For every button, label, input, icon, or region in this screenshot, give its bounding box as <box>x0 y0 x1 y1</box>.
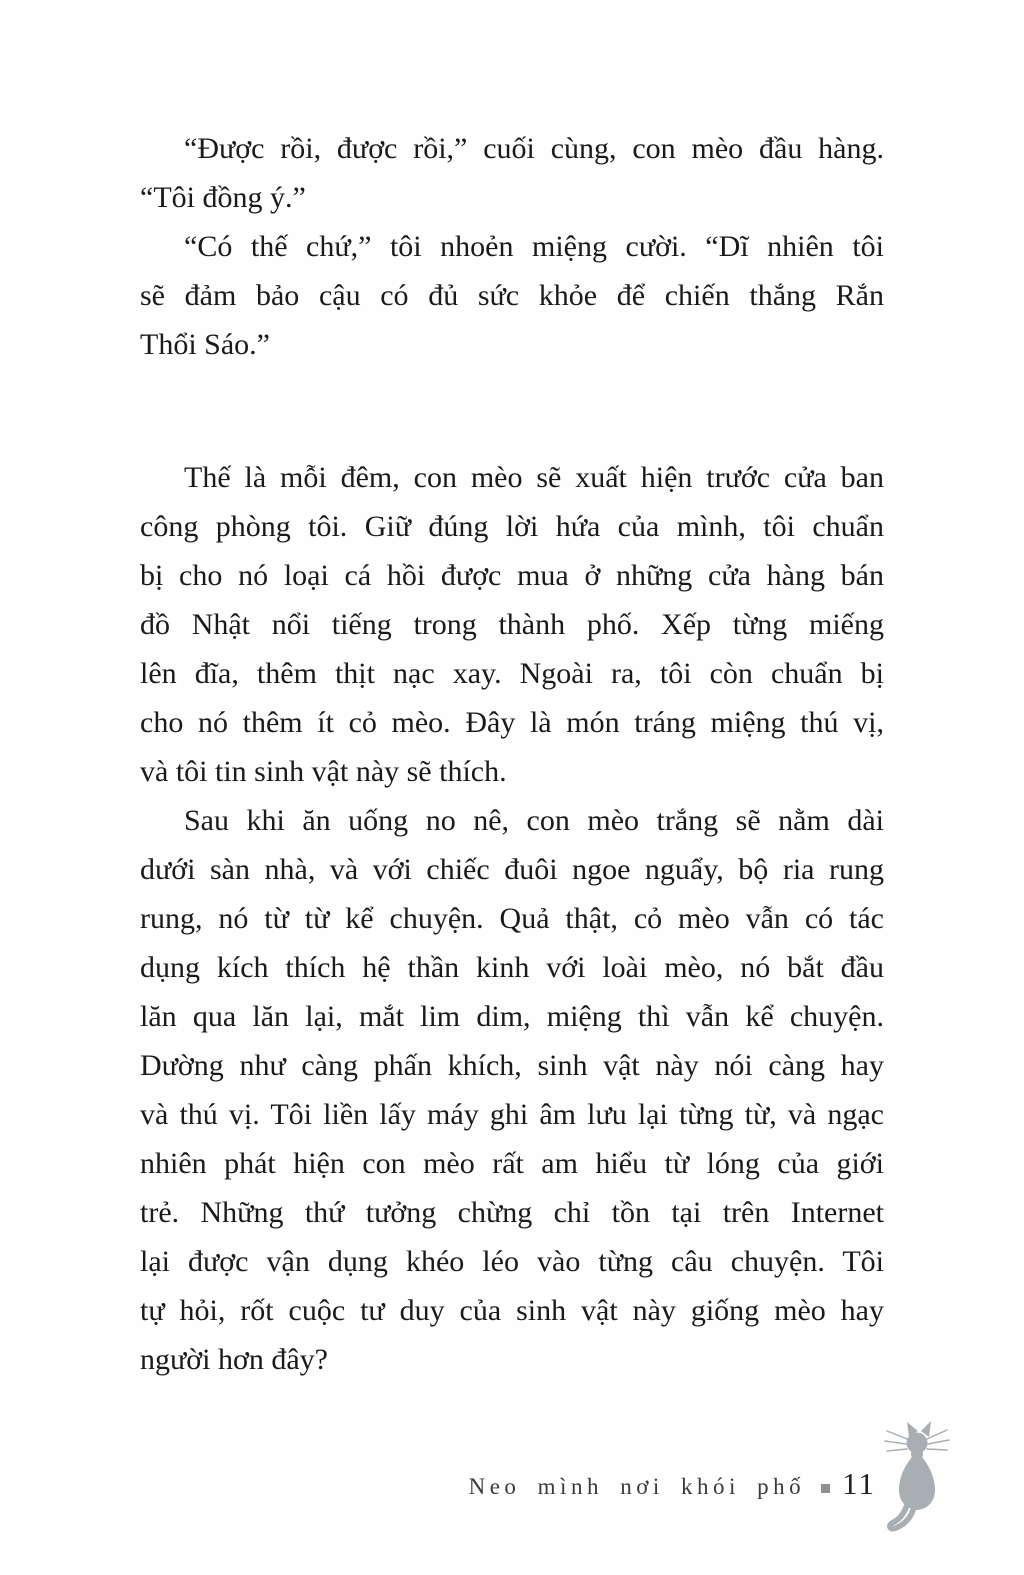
cat-silhouette-icon <box>884 1420 950 1542</box>
text-line: dưới sàn nhà, và với chiếc đuôi ngoe nguẩy, bộ ria rung <box>140 853 884 886</box>
text-line: công phòng tôi. Giữ đúng lời hứa của mình, tôi chuẩn <box>140 510 884 543</box>
text-line: bị cho nó loại cá hồi được mua ở những cửa hàng bán <box>140 559 884 592</box>
cat-tail-icon <box>890 1506 914 1529</box>
text-line: lăn qua lăn lại, mắt lim dim, miệng thì vẫn kể chuyện. <box>140 1000 884 1033</box>
paragraph <box>140 124 884 222</box>
square-bullet-icon <box>821 1484 830 1493</box>
text-line: người hơn đây? <box>140 1343 328 1376</box>
paragraph <box>140 222 884 369</box>
running-title: Neo mình nơi khói phố <box>468 1474 806 1499</box>
text-line: “Tôi đồng ý.” <box>140 181 306 214</box>
page-footer <box>469 1466 876 1512</box>
paragraph <box>140 453 884 796</box>
text-line: Thế là mỗi đêm, con mèo sẽ xuất hiện trước cửa ban <box>184 461 884 494</box>
text-block <box>140 124 884 1384</box>
text-line: tự hỏi, rốt cuộc tư duy của sinh vật này giống mèo hay <box>140 1294 884 1327</box>
text-line: và tôi tin sinh vật này sẽ thích. <box>140 755 507 788</box>
text-line: Dường như càng phấn khích, sinh vật này nói càng hay <box>140 1049 884 1082</box>
text-line: “Được rồi, được rồi,” cuối cùng, con mèo đầu hàng. <box>184 132 884 165</box>
text-line: cho nó thêm ít cỏ mèo. Đây là món tráng miệng thú vị, <box>140 706 884 739</box>
text-line: rung, nó từ từ kể chuyện. Quả thật, cỏ mèo vẫn có tác <box>140 902 884 935</box>
text-line: dụng kích thích hệ thần kinh với loài mèo, nó bắt đầu <box>140 951 884 984</box>
text-line: trẻ. Những thứ tưởng chừng chỉ tồn tại trên Internet <box>140 1196 884 1229</box>
text-line: Sau khi ăn uống no nê, con mèo trắng sẽ nằm dài <box>184 804 884 837</box>
text-line: lại được vận dụng khéo léo vào từng câu chuyện. Tôi <box>140 1245 884 1278</box>
paragraph <box>140 796 884 1384</box>
text-line: Thổi Sáo.” <box>140 328 270 361</box>
text-line: và thú vị. Tôi liền lấy máy ghi âm lưu lại từng từ, và ngạc <box>140 1098 884 1131</box>
text-line: nhiên phát hiện con mèo rất am hiểu từ lóng của giới <box>140 1147 884 1180</box>
text-line: lên đĩa, thêm thịt nạc xay. Ngoài ra, tôi còn chuẩn bị <box>140 657 884 690</box>
text-line: đồ Nhật nổi tiếng trong thành phố. Xếp từng miếng <box>140 608 884 641</box>
text-line: sẽ đảm bảo cậu có đủ sức khỏe để chiến thắng Rắn <box>140 279 884 312</box>
text-line: “Có thế chứ,” tôi nhoẻn miệng cười. “Dĩ nhiên tôi <box>184 230 884 263</box>
page-number: 11 <box>842 1466 876 1501</box>
